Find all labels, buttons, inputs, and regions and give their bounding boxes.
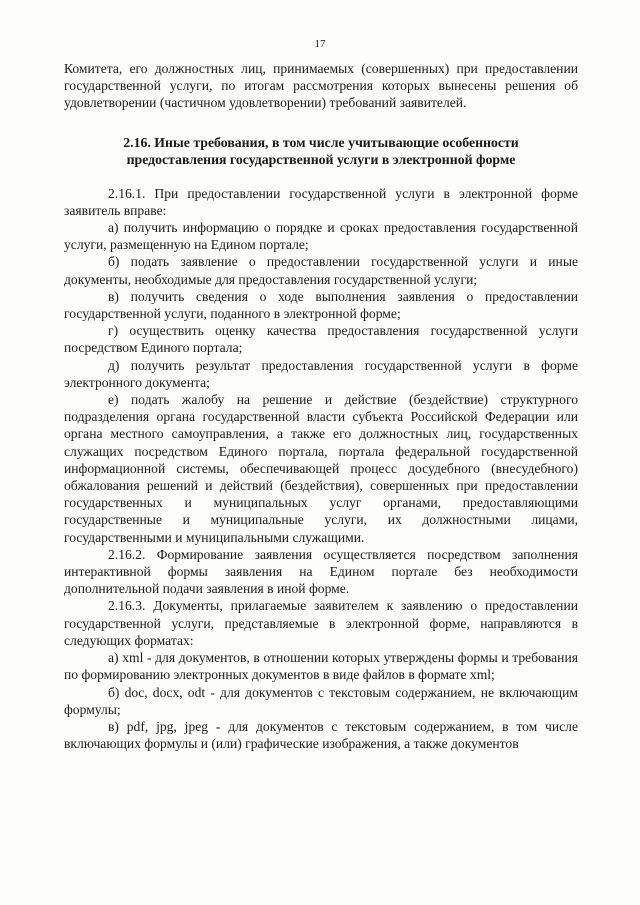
intro-paragraph: Комитета, его должностных лиц, принимаемых (совершенных) при предоставлении государственной услуги, по итогам рассмотрения которых вынесены решения об удовлетворении (частичном удовлетворении) требований заявителей. <box>64 61 578 111</box>
list-item-e: е) подать жалобу на решение и действие (бездействие) структурного подразделения органа государственной власти субъекта Российской Федерации или органа местного самоуправления, а также его должностных лиц, государственных служащих посредством Единого портала, портала федеральной государственной информационной системы, обеспечивающей процесс досудебного (внесудебного) обжалования решений и действий (бездействия), совершенных при предоставлении государственных и муниципальных услуг органами, предоставляющими государственные и муниципальные услуги, их должностными лицами, государственными и муниципальными служащими. <box>64 392 578 545</box>
list-item-d: д) получить результат предоставления государственной услуги в форме электронного документа; <box>64 357 578 390</box>
paragraph-2-16-2: 2.16.2. Формирование заявления осуществляется посредством заполнения интерактивной формы заявления на Едином портале без необходимости дополнительной подачи заявления в иной форме. <box>64 546 578 597</box>
paragraph-2-16-1: 2.16.1. При предоставлении государственной услуги в электронной форме заявитель вправе: <box>64 185 578 218</box>
format-item-a: а) xml - для документов, в отношении которых утверждены формы и требования по формированию электронных документов в виде файлов в формате xml; <box>64 650 578 683</box>
format-item-b: б) doc, docx, odt - для документов с текстовым содержанием, не включающим формулы; <box>64 684 578 717</box>
section-heading: 2.16. Иные требования, в том числе учитывающие особенности предоставления государственной услуги в электронной форме <box>123 134 519 168</box>
format-item-v: в) pdf, jpg, jpeg - для документов с текстовым содержанием, в том числе включающих формулы и (или) графические изображения, а также документов <box>64 718 578 752</box>
page-number: 17 <box>314 38 326 50</box>
list-item-a: а) получить информацию о порядке и сроках предоставления государственной услуги, размещенную на Едином портале; <box>64 220 578 253</box>
list-item-v: в) получить сведения о ходе выполнения заявления о предоставлении государственной услуги, поданного в электронной форме; <box>64 288 578 322</box>
paragraph-2-16-3: 2.16.3. Документы, прилагаемые заявителем к заявлению о предоставлении государственной услуги, представляемые в электронной форме, направляются в следующих форматах: <box>64 598 578 648</box>
list-item-g: г) осуществить оценку качества предоставления государственной услуги посредством Единого портала; <box>64 323 578 356</box>
document-body <box>64 60 578 752</box>
list-item-b: б) подать заявление о предоставлении государственной услуги и иные документы, необходимые для предоставления государственной услуги; <box>64 254 578 287</box>
